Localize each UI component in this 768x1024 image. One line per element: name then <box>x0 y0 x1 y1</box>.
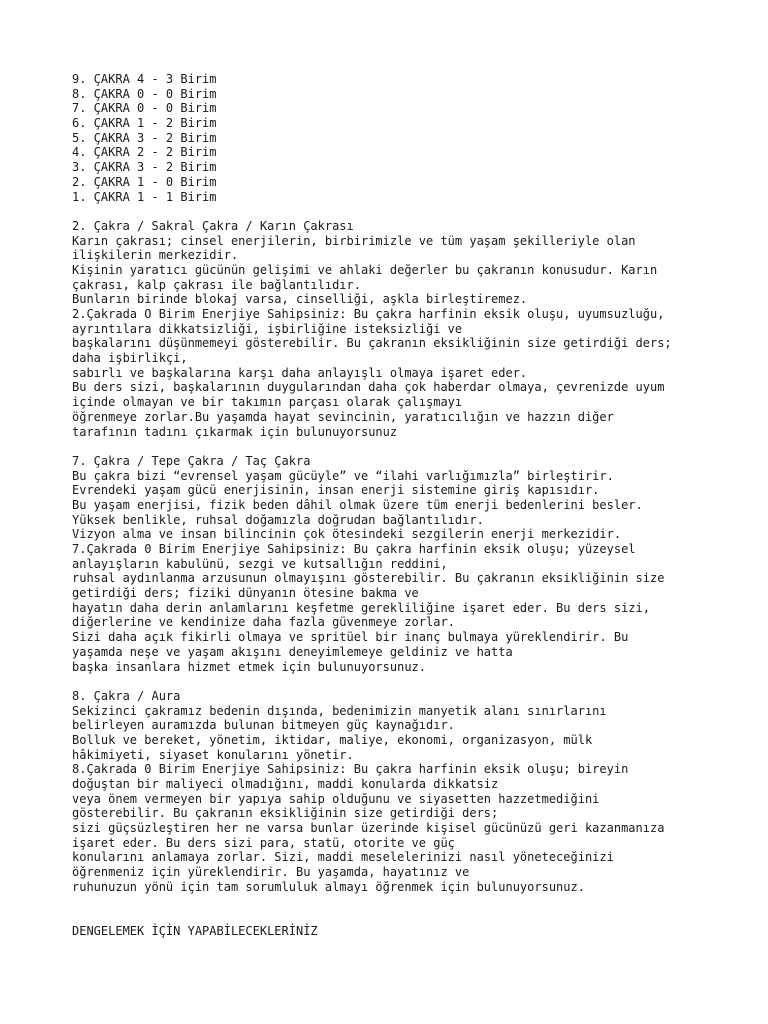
text-line: anlayışların kabulünü, sezgi ve kutsallığın reddini, <box>72 556 448 571</box>
text-line: belirleyen auramızda bulunan bitmeyen güç kaynağıdır. <box>72 718 455 733</box>
section-aura-chakra <box>72 689 722 895</box>
text-line: doğuştan bir maliyeci olmadığını, maddi konularda dikkatsiz <box>72 777 499 791</box>
text-line: Bu yaşam enerjisi, fizik beden dâhil olmak üzere tüm enerji bedenlerini besler. <box>72 497 643 512</box>
text-line: Vizyon alma ve insan bilincinin çok ötesindeki sezgilerin enerji merkezidir. <box>72 527 622 542</box>
text-line: çakrası, kalp çakrası ile bağlantılıdır. <box>72 277 361 292</box>
text-line: Bunların birinde blokaj varsa, cinselliği, aşkla birleştiremez. <box>72 292 528 307</box>
chakra-list-item: 9. ÇAKRA 4 - 3 Birim <box>72 72 217 86</box>
text-line: 8.Çakrada 0 Birim Enerjiye Sahipsiniz: Bu çakra harfinin eksik oluşu; bireyin <box>72 762 629 777</box>
section-sacral-chakra <box>72 219 722 439</box>
chakra-list <box>72 72 722 204</box>
text-line: öğrenmeye zorlar.Bu yaşamda hayat sevincinin, yaratıcılığın ve hazzın diğer <box>72 409 614 424</box>
text-line: yaşamda neşe ve yaşam akışını deneyimlemeye geldiniz ve hatta <box>72 644 513 659</box>
text-line: tarafının tadını çıkarmak için bulunuyorsunuz <box>72 424 398 439</box>
chakra-list-item: 5. ÇAKRA 3 - 2 Birim <box>72 130 217 145</box>
text-line: Yüksek benlikle, ruhsal doğamızla doğrudan bağlantılıdır. <box>72 512 484 527</box>
paragraph-gap <box>72 895 722 924</box>
text-line: Sekizinci çakramız bedenin dışında, bedenimizin manyetik alanı sınırlarını <box>72 703 607 718</box>
text-line: işaret eder. Bu ders sizi para, statü, otorite ve güç <box>72 835 455 850</box>
text-line: daha işbirlikçi, <box>72 351 188 366</box>
text-line: Bu ders sizi, başkalarının duygularından daha çok haberdar olmaya, çevrenizde uyum <box>72 380 665 395</box>
paragraph-gap <box>72 204 722 219</box>
section-heading: 8. Çakra / Aura <box>72 688 181 703</box>
chakra-list-item: 1. ÇAKRA 1 - 1 Birim <box>72 189 217 204</box>
text-line: 7.Çakrada 0 Birim Enerjiye Sahipsiniz: Bu çakra harfinin eksik oluşu; yüzeysel <box>72 542 636 556</box>
section-heading: 2. Çakra / Sakral Çakra / Karın Çakrası <box>72 218 354 233</box>
text-line: ruhsal aydınlanma arzusunun olmayışını gösterebilir. Bu çakranın eksikliğinin size <box>72 571 665 586</box>
text-line: gösterebilir. Bu çakranın eksikliğinin size getirdiği ders; <box>72 806 499 821</box>
text-line: Sizi daha açık fikirli olmaya ve spritüel bir inanç bulmaya yüreklendirir. Bu <box>72 630 629 645</box>
text-line: Bolluk ve bereket, yönetim, iktidar, maliye, ekonomi, organizasyon, mülk <box>72 732 593 747</box>
text-line: getirdiği ders; fiziki dünyanın ötesine bakma ve <box>72 586 419 601</box>
chakra-list-item: 7. ÇAKRA 0 - 0 Birim <box>72 101 217 116</box>
text-line: veya önem vermeyen bir yapıya sahip olduğunu ve siyasetten hazzetmediğini <box>72 791 600 806</box>
chakra-list-item: 6. ÇAKRA 1 - 2 Birim <box>72 116 217 131</box>
text-line: sizi güçsüzleştiren her ne varsa bunlar üzerinde kişisel gücünüzü geri kazanmanıza <box>72 821 665 836</box>
text-line: hâkimiyeti, siyaset konularını yönetir. <box>72 747 354 762</box>
chakra-list-item: 8. ÇAKRA 0 - 0 Birim <box>72 86 217 101</box>
text-line: hayatın daha derin anlamlarını keşfetme gerekliliğine işaret eder. Bu ders sizi, <box>72 600 650 615</box>
balance-heading: DENGELEMEK İÇİN YAPABİLECEKLERİNİZ <box>72 923 318 938</box>
chakra-list-item: 3. ÇAKRA 3 - 2 Birim <box>72 160 217 175</box>
text-line: Kişinin yaratıcı gücünün gelişimi ve ahlaki değerler bu çakranın konusudur. Karın <box>72 262 658 277</box>
text-line: diğerlerine ve kendinize daha fazla güvenmeye zorlar. <box>72 615 455 630</box>
text-line: Karın çakrası; cinsel enerjilerin, birbirimizle ve tüm yaşam şekilleriyle olan <box>72 233 636 248</box>
text-line: içinde olmayan ve bir takımın parçası olarak çalışmayı <box>72 395 463 410</box>
text-line: başka insanlara hizmet etmek için bulunuyorsunuz. <box>72 659 427 674</box>
chakra-list-item: 4. ÇAKRA 2 - 2 Birim <box>72 145 217 160</box>
section-heading: 7. Çakra / Tepe Çakra / Taç Çakra <box>72 453 311 468</box>
text-line: ilişkilerin merkezidir. <box>72 248 239 263</box>
text-line: konularını anlamaya zorlar. Sizi, maddi meselelerinizi nasıl yöneteceğinizi <box>72 850 614 865</box>
text-line: sabırlı ve başkalarına karşı daha anlayışlı olmaya işaret eder. <box>72 365 528 380</box>
paragraph-gap <box>72 674 722 689</box>
text-line: 2.Çakrada O Birim Enerjiye Sahipsiniz: Bu çakra harfinin eksik oluşu, uyumsuzluğu, <box>72 307 665 321</box>
chakra-list-item: 2. ÇAKRA 1 - 0 Birim <box>72 174 217 189</box>
section-crown-chakra <box>72 454 722 674</box>
text-line: ayrıntılara dikkatsizliği, işbirliğine isteksizliği ve <box>72 321 463 336</box>
text-line: Bu çakra bizi “evrensel yaşam gücüyle” ve “ilahi varlığımızla” birleştirir. <box>72 468 614 483</box>
document-page <box>72 72 722 939</box>
paragraph-gap <box>72 439 722 454</box>
text-line: ruhunuzun yönü için tam sorumluluk almayı öğrenmek için bulunuyorsunuz. <box>72 879 585 894</box>
text-line: Evrendeki yaşam gücü enerjisinin, insan enerji sistemine giriş kapısıdır. <box>72 483 600 498</box>
text-line: başkalarını düşünmemeyi gösterebilir. Bu çakranın eksikliğinin size getirdiği ders; <box>72 336 672 351</box>
text-line: öğrenmeniz için yüreklendirir. Bu yaşamda, hayatınız ve <box>72 865 470 880</box>
